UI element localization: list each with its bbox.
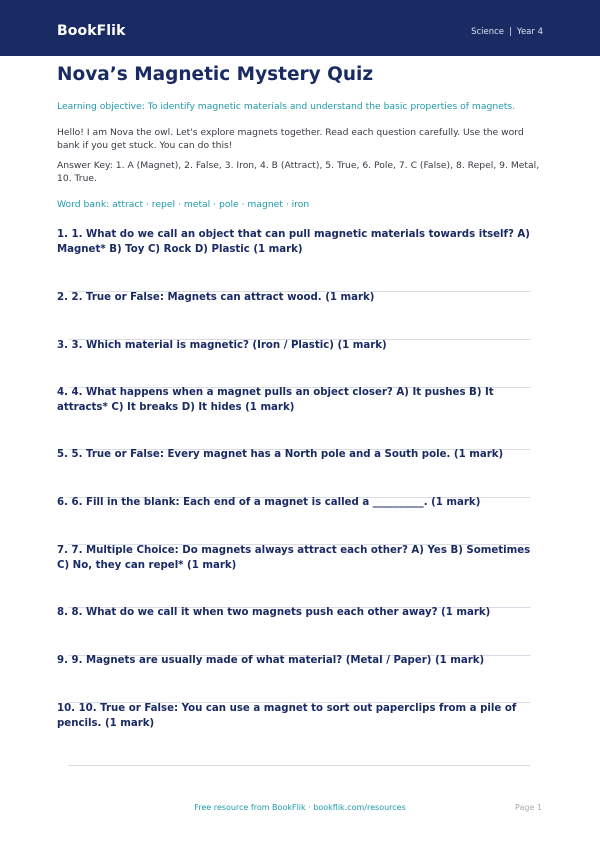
question-2: 2. 2. True or False: Magnets can attract wood. (1 mark)	[57, 292, 375, 303]
question-8: 8. 8. What do we call it when two magnets push each other away? (1 mark)	[57, 607, 491, 618]
question-3: 3. 3. Which material is magnetic? (Iron / Plastic) (1 mark)	[57, 340, 387, 351]
year-label: Year 4	[516, 27, 543, 37]
question-9: 9. 9. Magnets are usually made of what material? (Metal / Paper) (1 mark)	[57, 655, 485, 666]
question-5: 5. 5. True or False: Every magnet has a North pole and a South pole. (1 mark)	[57, 449, 504, 460]
question-4: 4. 4. What happens when a magnet pulls an object closer? A) It pushes B) It attracts* C) It breaks D) It hides (1 mark)	[57, 387, 494, 413]
page-number: Page 1	[515, 803, 542, 812]
footer-link[interactable]: Free resource from BookFlik · bookflik.com/resources	[194, 803, 406, 812]
page-title: Nova’s Magnetic Mystery Quiz	[57, 64, 374, 85]
subject-year-label	[471, 27, 543, 37]
brand-logo: BookFlik	[57, 23, 126, 39]
subject-label: Science	[471, 27, 505, 37]
word-bank: Word bank: attract · repel · metal · pole · magnet · iron	[57, 199, 310, 210]
answer-key: Answer Key: 1. A (Magnet), 2. False, 3. Iron, 4. B (Attract), 5. True, 6. Pole, 7. C (False), 8. Repel, 9. Metal, 10. True.	[57, 160, 540, 184]
question-6: 6. 6. Fill in the blank: Each end of a magnet is called a __________. (1 mark)	[57, 497, 481, 508]
answer-line-10[interactable]	[68, 765, 530, 766]
header-separator: |	[509, 27, 512, 37]
learning-objective: Learning objective: To identify magnetic materials and understand the basic properties of magnets.	[57, 101, 516, 112]
question-7: 7. 7. Multiple Choice: Do magnets always attract each other? A) Yes B) Sometimes C) No, they can repel* (1 mark)	[57, 545, 531, 571]
question-10: 10. 10. True or False: You can use a magnet to sort out paperclips from a pile of pencils. (1 mark)	[57, 703, 517, 729]
intro-text: Hello! I am Nova the owl. Let's explore magnets together. Read each question carefully. Use the word bank if you get stuck. You can do this!	[57, 127, 524, 151]
question-1: 1. 1. What do we call an object that can pull magnetic materials towards itself? A) Magnet* B) Toy C) Rock D) Plastic (1 mark)	[57, 229, 530, 255]
header-bar	[0, 0, 600, 56]
